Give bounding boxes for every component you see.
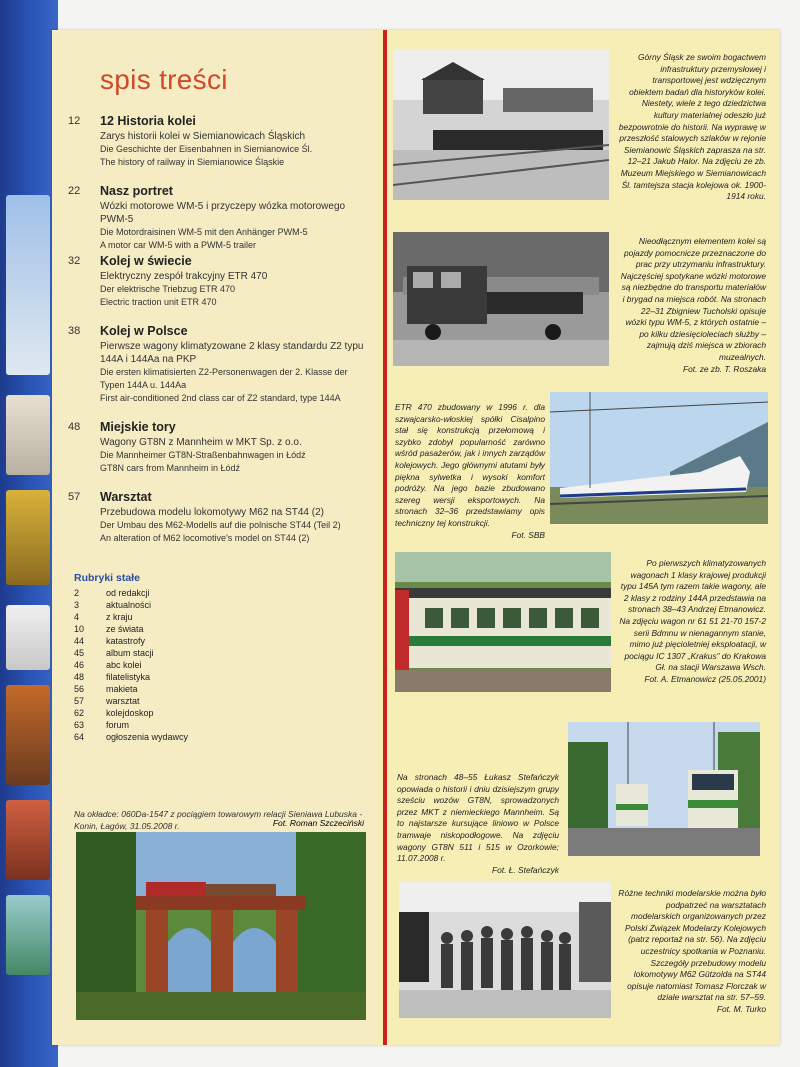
toc-pl: Przebudowa modelu lokomotywy M62 na ST44 (2): [100, 507, 324, 518]
rubryka-page: 63: [74, 720, 85, 730]
photo-tramwaje: [568, 722, 760, 856]
toc-page-number: 22: [68, 185, 81, 197]
edge-thumbnail: [6, 605, 50, 670]
toc-en: The history of railway in Siemianowice Śląskie: [100, 157, 285, 167]
toc-de: Die Motordraisinen WM-5 mit den Anhänger PWM-5: [100, 227, 308, 237]
toc-de: Der Umbau des M62-Modells auf die polnische ST44 (Teil 2): [100, 520, 341, 530]
toc-page-number: 48: [68, 421, 81, 433]
rubryka-page: 45: [74, 648, 85, 658]
rubryka-row: [74, 708, 274, 720]
toc-pl: Wózki motorowe WM-5 i przyczepy wózka motorowego PWM-5: [100, 201, 346, 225]
caption-warsztat-text: Różne techniki modelarskie można było podpatrzeć na warsztatach modelarskich organizowanych przez Polski Związek Modelarzy Kolejowych (patrz reportaż na str. 56). Na zdjęciu uczestnicy spotkania w Poznaniu. Szczegóły przebudowy modelu lokomotywy M62 Gützolda na ST44 opisuje natomiast Tomasz Florczak w dziale warsztat na str. 57–59.: [618, 888, 766, 1003]
rubryka-page: 64: [74, 732, 85, 742]
rubryka-row: [74, 672, 274, 684]
toc-heading: Kolej w Polsce: [100, 324, 188, 338]
caption-etr470-text: ETR 470 zbudowany w 1996 r. dla szwajcarsko-włoskiej spółki Cisalpino stał się konstrukcją przełomową i szybko zdobył popularność zarówno wśród pasażerów, jak i innych zarządów kolejowych. Jego głównymi atutami były piękna sylwetka i wysoki komfort podróży. Na jego bazie zbudowano szereg wersji eksportowych. Na stronach 32–36 przedstawiamy opis techniczny tej konstrukcji.: [395, 402, 545, 528]
toc-heading: Miejskie tory: [100, 420, 176, 434]
rubryka-label: katastrofy: [106, 636, 146, 646]
edge-thumbnail: [6, 395, 50, 475]
edge-thumbnail: [6, 800, 50, 880]
rubryka-row: [74, 696, 274, 708]
rubryka-page: 44: [74, 636, 85, 646]
rubryka-label: z kraju: [106, 612, 133, 622]
photo-modelarze: [399, 882, 611, 1018]
rubryka-row: [74, 612, 274, 624]
rubryka-page: 62: [74, 708, 85, 718]
cover-caption-text: Na okładce: 060Da-1547 z pociągiem towarowym relacji Sieniawa Lubuska - Konin, Łagów, 31.05.2008 r.: [74, 809, 363, 831]
rubryka-page: 2: [74, 588, 80, 598]
toc-en: GT8N cars from Mannheim in Łódź: [100, 463, 241, 473]
toc-pl: Pierwsze wagony klimatyzowane 2 klasy standardu Z2 typu 144A i 144Aa na PKP: [100, 341, 364, 365]
rubryka-row: [74, 660, 274, 672]
caption-wagon: [618, 558, 766, 686]
toc-heading: Nasz portret: [100, 184, 173, 198]
toc-pl: Elektryczny zespół trakcyjny ETR 470: [100, 271, 268, 282]
rubryka-page: 57: [74, 696, 85, 706]
rubryka-label: ze świata: [106, 624, 144, 634]
rubryka-label: warsztat: [106, 696, 140, 706]
caption-wagon-credit: Fot. A. Etmanowicz (25.05.2001): [644, 673, 766, 684]
toc-de: Die ersten klimatisierten Z2-Personenwagen der 2. Klasse der Typen 144A u. 144Aa: [100, 367, 348, 390]
rubryka-label: ogłoszenia wydawcy: [106, 732, 189, 742]
rubryka-page: 3: [74, 600, 80, 610]
caption-tramwaje-credit: Fot. Ł. Stefańczyk: [491, 864, 559, 875]
rubryka-label: od redakcji: [106, 588, 150, 598]
rubryka-row: [74, 600, 274, 612]
toc-description: [100, 340, 370, 405]
toc-description: [100, 506, 370, 545]
rubryka-page: 4: [74, 612, 80, 622]
photo-motor-car: [393, 232, 609, 366]
toc-description: [100, 130, 370, 169]
column-divider: [383, 30, 387, 1045]
toc-en: Electric traction unit ETR 470: [100, 297, 217, 307]
rubryka-page: 10: [74, 624, 85, 634]
edge-thumbnail: [6, 490, 50, 585]
edge-thumbnail: [6, 685, 50, 785]
rubryka-page: 46: [74, 660, 85, 670]
caption-portret: [618, 236, 766, 375]
rubryka-row: [74, 684, 274, 696]
caption-wagon-text: Po pierwszych klimatyzowanych wagonach 1 klasy krajowej produkcji typu 145A tym razem takie wagony, ale 2 klasy z rodziny 144A przedstawia na stronach 38–43 Andrzej Etmanowicz. Na zdjęciu wagon nr 61 51 21-70 157-2 serii Bdmnu w nienagannym stanie, mimo już pięcioletniej eksploatacji, w pociągu IC 1307 „Krakus” do Krakowa Gł. na stacji Warszawa Wsch.: [619, 558, 766, 673]
toc-de: Der elektrische Triebzug ETR 470: [100, 284, 236, 294]
caption-tramwaje: [397, 772, 559, 876]
rubryka-row: [74, 648, 274, 660]
magazine-page: [52, 30, 780, 1045]
rubryka-label: kolejdoskop: [106, 708, 154, 718]
toc-description: [100, 270, 370, 309]
caption-tramwaje-text: Na stronach 48–55 Łukasz Stefańczyk opowiada o historii i dniu dzisiejszym grupy sześciu wozów GT8N, sprowadzonych przez MKT z niemieckiego Mannheim. Są to najstarsze kursujące liniowo w Polsce tramwaje niskopodłogowe. Na zdjęciu wagony GT8N 511 i 515 w Ozorkowie; 11.07.2008 r.: [397, 772, 559, 864]
caption-portret-credit: Fot. ze zb. T. Roszaka: [682, 363, 766, 374]
photo-wagon-144a: [395, 552, 611, 692]
rubryka-label: abc kolei: [106, 660, 142, 670]
rubryka-label: makieta: [106, 684, 138, 694]
rubryka-page: 48: [74, 672, 85, 682]
toc-column: [52, 30, 378, 1045]
rubryka-label: filatelistyka: [106, 672, 151, 682]
toc-description: [100, 200, 370, 252]
toc-page-number: 12: [68, 115, 81, 127]
rubryki-title: Rubryki stałe: [74, 572, 140, 584]
rubryka-row: [74, 732, 274, 744]
caption-portret-text: Nieodłącznym elementem kolei są pojazdy pomocnicze przeznaczone do prac przy utrzymaniu infrastruktury. Najczęściej spotykane wózki motorowe są niezbędne do transportu materiałów i brygad na miejsca robót. Na stronach 22–31 Zbigniew Tucholski opisuje wózki typu WM-5, z których ostatnie – po kilku dziesięcioleciach służby – zajmują dziś miejsca w zbiorach muzealnych.: [620, 236, 766, 362]
page-title: spis treści: [100, 64, 228, 95]
rubryka-label: forum: [106, 720, 130, 730]
rubryka-row: [74, 624, 274, 636]
rubryka-row: [74, 588, 274, 600]
toc-pl: Zarys historii kolei w Siemianowicach Śląskich: [100, 131, 306, 142]
toc-en: A motor car WM-5 with a PWM-5 trailer: [100, 240, 257, 250]
rubryka-label: album stacji: [106, 648, 154, 658]
toc-page-number: 32: [68, 255, 81, 267]
rubryka-row: [74, 636, 274, 648]
toc-de: Die Geschichte der Eisenbahnen in Siemianowice Śl.: [100, 144, 313, 154]
photo-historic-station: [393, 50, 609, 200]
cover-photo: [76, 832, 366, 1020]
toc-heading: 12 Historia kolei: [100, 114, 196, 128]
caption-warsztat-credit: Fot. M. Turko: [716, 1003, 766, 1014]
caption-historia: Górny Śląsk ze swoim bogactwem infrastruktury przemysłowej i transportowej jest wdzięcznym obiektem badań dla historyków kolei. Niestety, wiele z tego dziedzictwa kultury materialnej odeszło już bezpowrotnie do historii. Na wyprawę w przeszłość stalowych szlaków w rejonie Siemianowic Śląskich zaprasza na str. 12–21 Jakub Halor. Na zdjęciu ze zb. Muzeum Miejskiego w Siemianowicach Śl. tamtejsza stacja kolejowa ok. 1900-1914 roku.: [618, 52, 766, 202]
caption-etr470-credit: Fot. SBB: [511, 529, 545, 540]
toc-pl: Wagony GT8N z Mannheim w MKT Sp. z o.o.: [100, 437, 302, 448]
toc-en: An alteration of M62 locomotive's model on ST44 (2): [100, 533, 310, 543]
edge-thumbnail: [6, 195, 50, 375]
toc-heading: Warsztat: [100, 490, 152, 504]
toc-description: [100, 436, 370, 475]
caption-warsztat: [618, 888, 766, 1016]
toc-de: Die Mannheimer GT8N-Straßenbahnwagen in Łódź: [100, 450, 306, 460]
toc-en: First air-conditioned 2nd class car of Z2 standard, type 144A: [100, 393, 341, 403]
caption-etr470: [395, 402, 545, 541]
cover-credit: Fot. Roman Szczeciński: [272, 818, 364, 828]
toc-page-number: 38: [68, 325, 81, 337]
rubryka-row: [74, 720, 274, 732]
toc-heading: Kolej w świecie: [100, 254, 192, 268]
magazine-edge: [0, 0, 58, 1067]
rubryka-label: aktualności: [106, 600, 152, 610]
toc-page-number: 57: [68, 491, 81, 503]
edge-thumbnail: [6, 895, 50, 975]
rubryka-page: 56: [74, 684, 85, 694]
photo-etr470: [550, 392, 768, 524]
